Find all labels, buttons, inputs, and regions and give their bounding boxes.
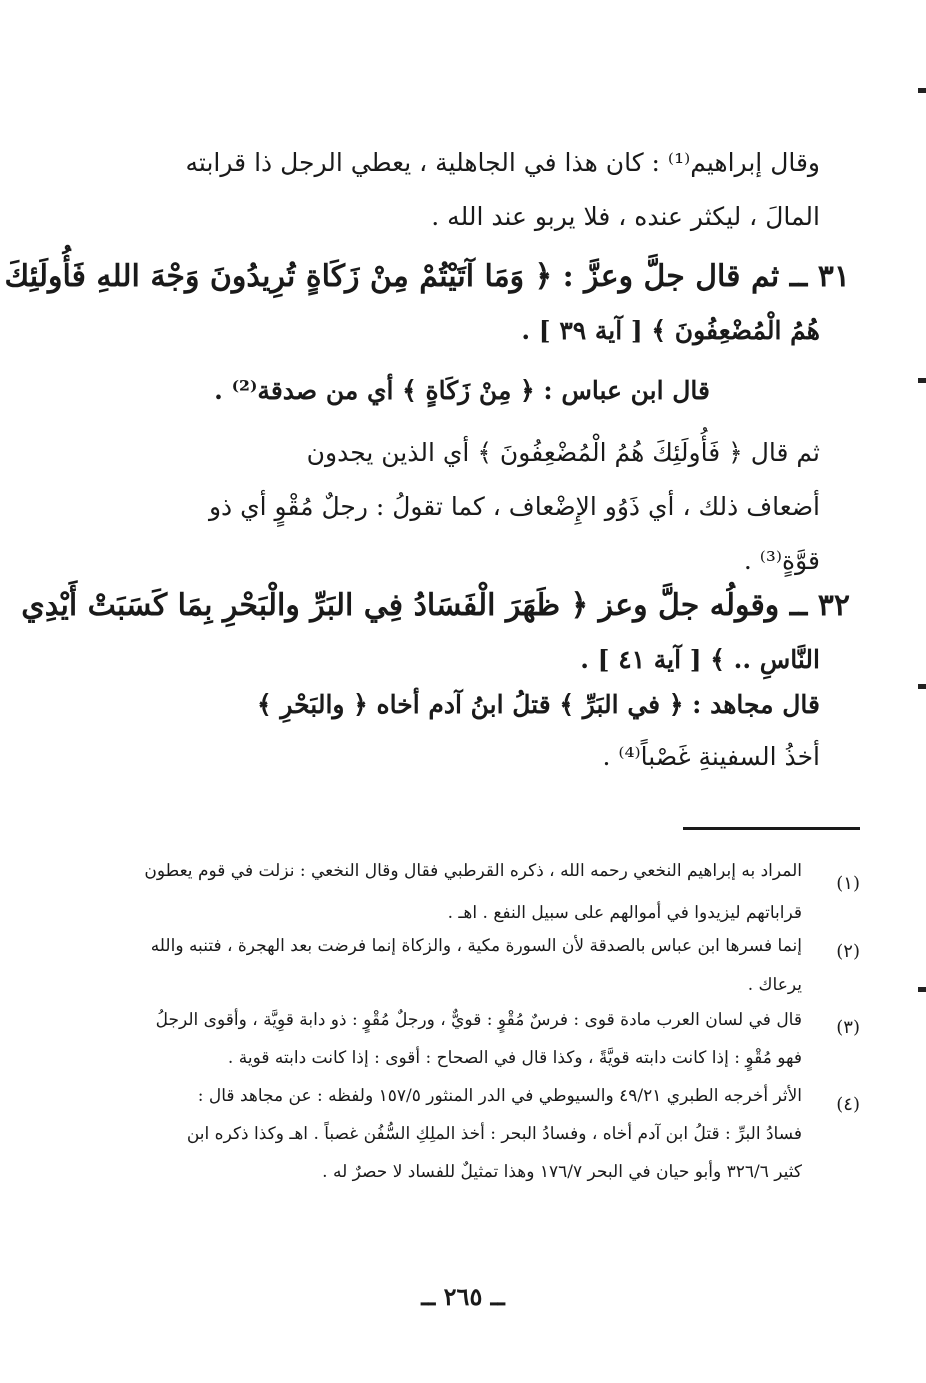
footnote-line xyxy=(102,861,802,881)
paragraph-text: ثم قال ﴿ فَأُولَئِكَ هُمُ الْمُضْعِفُونَ ﴾ أي الذين يجدون xyxy=(306,438,820,467)
paragraph-text: قال مجاهد : ﴿ في البَرِّ ﴾ قتلُ ابنُ آدم أخاه ﴿ والبَحْرِ ﴾ xyxy=(257,690,820,719)
footnote-text: الأثر أخرجه الطبري ٤٩/٢١ والسيوطي في الدر المنثور ١٥٧/٥ ولفظه : عن مجاهد قال : xyxy=(197,1086,802,1106)
scan-edge-mark xyxy=(918,987,926,992)
paragraph-text: قال ابن عباس : ﴿ مِنْ زَكَاةٍ ﴾ أي من صدقة⁽²⁾ . xyxy=(214,376,710,405)
paragraph-text: قوَّةٍ⁽³⁾ . xyxy=(743,546,820,575)
scan-edge-mark xyxy=(918,684,926,689)
verse-text: ٣٢ ــ وقولُه جلَّ وعز ﴿ ظَهَرَ الْفَسَادُ فِي البَرِّ والْبَحْرِ بِمَا كَسَبَتْ أَيْدِي xyxy=(21,588,850,623)
page-number: ــ ٢٦٥ ــ xyxy=(421,1282,505,1311)
paragraph-text: أخذُ السفينةِ غَصْباً⁽⁴⁾ . xyxy=(602,742,820,771)
footnote-number: (١) xyxy=(836,873,860,894)
footnote-line xyxy=(102,903,802,923)
verse-heading-line xyxy=(21,588,850,623)
paragraph-line xyxy=(120,148,820,177)
footnote-number: (٣) xyxy=(836,1017,860,1038)
footnote-text: قراباتهم ليزيدوا في أموالهم على سبيل النفع . اهـ . xyxy=(447,903,802,923)
scan-edge-mark xyxy=(918,378,926,383)
verse-heading-line xyxy=(120,645,820,674)
verse-text: هُمُ الْمُضْعِفُونَ ﴾ [ آية ٣٩ ] . xyxy=(521,316,820,345)
footnote-text: فسادُ البرِّ : قتلُ ابن آدم أخاه ، وفسادُ البحر : أخذ الملِكِ السُّفُن غصباً . اهـ وكذا ذكره ابن xyxy=(186,1124,802,1144)
paragraph-text: أضعاف ذلك ، أي ذَوُو الإِضْعاف ، كما تقولُ : رجلٌ مُقْوٍ أي ذو xyxy=(208,492,820,521)
paragraph-line xyxy=(100,438,820,467)
verse-text: النَّاسِ .. ﴾ [ آية ٤١ ] . xyxy=(580,645,820,674)
footnote-number: (٢) xyxy=(836,941,860,962)
footnote-text: إنما فسرها ابن عباس بالصدقة لأن السورة مكية ، والزكاة إنما فرضت بعد الهجرة ، فتنبه والله xyxy=(150,936,802,956)
paragraph-line xyxy=(120,202,820,231)
footnote-text: فهو مُقْوٍ : إذا كانت دابته قويَّةً ، وكذا قال في الصحاح : أقوى : إذا كانت دابته قوية . xyxy=(227,1048,802,1068)
verse-heading-line xyxy=(120,316,820,345)
verse-heading-line xyxy=(4,259,850,294)
footnote-line xyxy=(102,1086,802,1106)
footnote-text: يرعاك . xyxy=(747,975,802,995)
footnote-text: المراد به إبراهيم النخعي رحمه الله ، ذكره القرطبي فقال وقال النخعي : نزلت في قوم يعطون xyxy=(144,861,802,881)
footnote-separator xyxy=(683,827,860,830)
footnote-line xyxy=(102,1162,802,1182)
paragraph-line xyxy=(100,742,820,771)
footnote-line xyxy=(102,1010,802,1030)
footnote-line xyxy=(102,1048,802,1068)
paragraph-text: المالَ ، ليكثر عنده ، فلا يربو عند الله . xyxy=(431,202,820,231)
verse-text: ٣١ ــ ثم قال جلَّ وعزَّ : ﴿ وَمَا آتَيْتُمْ مِنْ زَكَاةٍ تُرِيدُونَ وَجْهَ اللهِ فَأُولَئِكَ xyxy=(4,259,850,294)
paragraph-text: وقال إبراهيم⁽¹⁾ : كان هذا في الجاهلية ، يعطي الرجل ذا قرابته xyxy=(185,148,820,177)
footnote-line xyxy=(102,1124,802,1144)
scan-edge-mark xyxy=(918,88,926,93)
paragraph-line xyxy=(100,492,820,521)
footnote-text: قال في لسان العرب مادة قوى : فرسٌ مُقْوٍ : قويٌّ ، ورجلٌ مُقْوٍ : ذو دابة قوِيَّة ، وأقوى الرجلُ xyxy=(155,1010,802,1030)
paragraph-line xyxy=(100,546,820,575)
footnote-number: (٤) xyxy=(836,1094,860,1115)
paragraph-line xyxy=(100,690,820,719)
footnote-line xyxy=(102,975,802,995)
footnote-text: كثير ٣٢٦/٦ وأبو حيان في البحر ١٧٦/٧ وهذا تمثيلٌ للفساد لا حصرٌ له . xyxy=(322,1162,802,1182)
paragraph-line xyxy=(110,376,710,405)
footnote-line xyxy=(102,936,802,956)
